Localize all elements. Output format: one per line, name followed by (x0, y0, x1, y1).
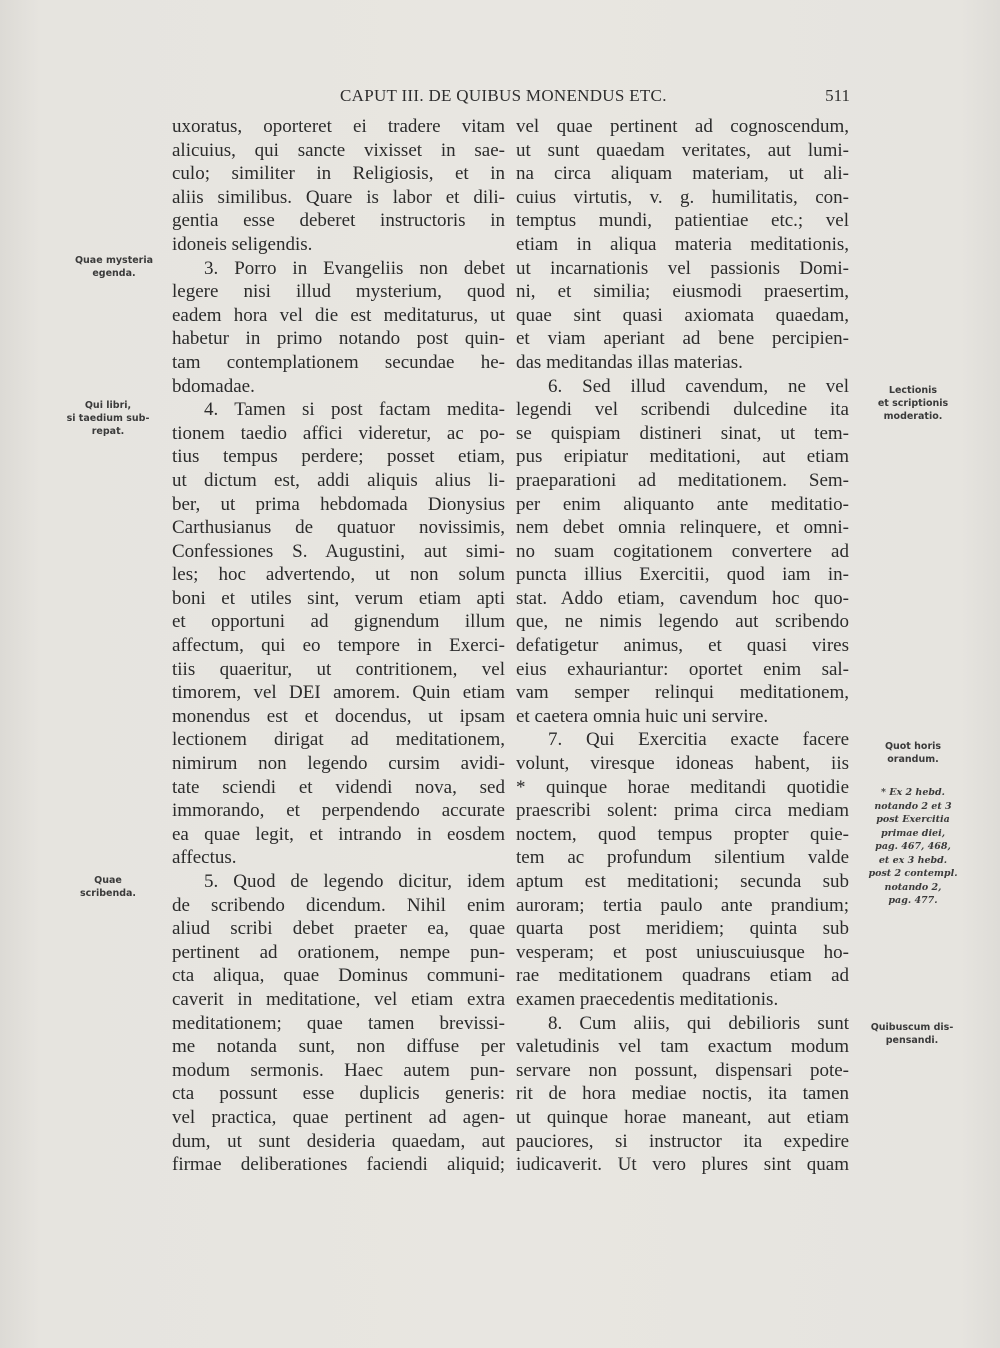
text-line: tem ac profundum silentium valde (516, 847, 849, 869)
margin-note-line: Lectionis (888, 385, 938, 396)
margin-note-reference (852, 786, 974, 908)
text-line: noctem, quod tempus propter quie- (516, 823, 849, 845)
text-line: tius tempus perdere; posset etiam, (172, 446, 505, 468)
text-line: Carthusianus de quatuor novissimis, (172, 517, 505, 539)
text-line: habetur in primo notando post quin- (172, 328, 505, 350)
text-line: caverit in meditatione, vel etiam extra (172, 988, 505, 1010)
margin-note-line: et ex 3 hebd. (878, 854, 948, 866)
margin-note-horis (858, 740, 968, 766)
text-line: tionem taedio affici videretur, ac po- (172, 422, 505, 444)
margin-note-line: repat. (91, 426, 125, 437)
text-line: cta possunt esse duplicis generis: (172, 1083, 505, 1105)
text-line: me notanda sunt, non diffuse per (172, 1036, 505, 1058)
margin-note-line: post 2 contempl. (868, 868, 958, 879)
text-line: 4. Tamen si post factam medita- (204, 399, 505, 421)
text-line: modum sermonis. Haec autem pun- (172, 1059, 505, 1081)
text-line: lectionem dirigat ad meditationem, (172, 729, 505, 751)
text-line: temptus mundi, patientiae etc.; vel (516, 210, 849, 232)
text-line: praescribi solent: prima circa mediam (516, 800, 849, 822)
text-line: immorando, et perpendendo accurate (172, 800, 505, 822)
margin-note-mysteria (64, 254, 164, 280)
margin-note-line: notando 2, (884, 881, 942, 893)
text-line: se quispiam distineri sinat, ut tem- (516, 422, 849, 444)
text-line: affectum, qui eo tempore in Exerci- (172, 635, 505, 657)
margin-note-line: notando 2 et 3 (874, 800, 952, 812)
text-line: et viam aperiant ad bene percipien- (516, 328, 849, 350)
text-line: 6. Sed illud cavendum, ne vel (548, 375, 849, 397)
text-line: et opportuni ad gignendum illum (172, 611, 505, 633)
text-line: rit de hora mediae noctis, ita tamen (516, 1083, 849, 1105)
text-line: vam semper relinqui meditationem, (516, 682, 849, 704)
text-line: 7. Qui Exercitia exacte facere (548, 729, 849, 751)
margin-note-line: pag. 477. (888, 895, 938, 906)
text-line: alicuius, qui sancte vixisset in sae- (172, 139, 505, 161)
text-line: que, ne nimis legendo aut scribendo (516, 611, 849, 633)
text-line: 3. Porro in Evangeliis non debet (204, 257, 505, 279)
running-title: CAPUT III. DE QUIBUS MONENDUS ETC. (340, 86, 667, 105)
text-line: ut dictum est, addi aliquis alius li- (172, 469, 505, 491)
text-line: nem debet omnia relinquere, et omni- (516, 517, 849, 539)
margin-note-line: Quae mysteria (74, 255, 154, 266)
text-line: de scribendo dicendum. Nihil enim (172, 894, 505, 916)
margin-note-line: * Ex 2 hebd. (881, 787, 945, 798)
margin-note-line: post Exercitia (876, 814, 950, 825)
text-line: quae sint quasi axiomata quaedam, (516, 304, 849, 326)
page-number: 511 (825, 86, 850, 105)
text-line: nimirum non legendo cursim avidi- (172, 753, 505, 775)
text-line: 8. Cum aliis, qui debilioris sunt (548, 1012, 849, 1034)
text-line: uxoratus, oporteret ei tradere vitam (172, 116, 505, 137)
text-line: ut incarnationis vel passionis Domi- (516, 257, 849, 279)
text-line: Confessiones S. Augustini, aut simi- (172, 540, 505, 562)
text-line: stat. Addo etiam, cavendum hoc quo- (516, 587, 849, 609)
text-line: culo; similiter in Religiosis, et in (172, 163, 505, 185)
text-line: 5. Quod de legendo dicitur, idem (204, 871, 505, 892)
page-header (172, 86, 850, 112)
text-line: pauciores, si instructor ita expedire (516, 1130, 849, 1152)
left-text-column (172, 115, 505, 1177)
margin-note-line: orandum. (887, 754, 939, 765)
text-line: ut sunt quaedam veritates, aut lumi- (516, 139, 849, 161)
text-line: puncta illius Exercitii, quod iam in- (516, 564, 849, 586)
margin-note-dispensandi (852, 1021, 972, 1047)
margin-note-line: Quot horis (884, 741, 942, 752)
text-line: aptum est meditationi; secunda sub (516, 871, 849, 892)
text-line: tam contemplationem secundae he- (172, 351, 505, 373)
text-line: valetudinis vel tam exactum modum (516, 1036, 849, 1058)
right-text-column (516, 115, 849, 1177)
margin-note-line: si taedium sub- (66, 413, 150, 424)
text-line: no suam cogitationem convertere ad (516, 540, 849, 562)
text-line: * quinque horae meditandi quotidie (516, 776, 849, 798)
text-line: les; hoc advertendo, ut non solum (172, 564, 505, 586)
text-line: etiam in aliqua materia meditationis, (516, 233, 849, 255)
text-line: eius exhauriantur: oportet enim sal- (516, 658, 849, 680)
margin-note-line: Quibuscum dis- (870, 1022, 954, 1033)
text-line: vel practica, quae pertinent ad agen- (172, 1106, 505, 1128)
text-line: pus eripiatur meditationi, aut etiam (516, 446, 849, 468)
text-line: per enim aliquanto ante meditatio- (516, 493, 849, 515)
margin-note-line: pag. 467, 468, (875, 841, 951, 852)
text-line: cta aliqua, quae Dominus communi- (172, 965, 505, 987)
margin-note-line: scribenda. (79, 888, 137, 899)
text-line: tate sciendi et videndi nova, sed (172, 776, 505, 798)
text-line: rae meditationem quadrans etiam ad (516, 965, 849, 987)
text-line: tiis quaeritur, ut contritionem, vel (172, 658, 505, 680)
text-line: idoneis seligendis. (172, 233, 313, 255)
text-line: aliud scribi debet praeter ea, quae (172, 918, 505, 940)
text-line: ut quinque horae maneant, aut etiam (516, 1106, 849, 1128)
margin-note-line: pensandi. (885, 1035, 939, 1046)
text-line: defatigetur animus, et quasi vires (516, 635, 849, 657)
text-line: et caetera omnia huic uni servire. (516, 705, 769, 727)
text-line: firmae deliberationes faciendi aliquid; (172, 1154, 505, 1176)
margin-note-line: primae diei, (880, 827, 946, 839)
text-line: aliis similibus. Quare is labor et dili- (172, 186, 505, 208)
text-line: legendi vel scribendi dulcedine ita (516, 399, 849, 421)
text-line: eadem hora vel die est meditaturus, ut (172, 304, 505, 326)
text-line: bdomadae. (172, 375, 255, 397)
text-line: vesperam; et post uniuscuiusque ho- (516, 941, 849, 963)
text-line: cuius virtutis, v. g. humilitatis, con- (516, 186, 849, 208)
text-line: servare non possunt, dispensari pote- (516, 1059, 849, 1081)
text-line: ber, ut prima hebdomada Dionysius (172, 493, 505, 515)
text-line: meditationem; quae tamen brevissi- (172, 1012, 505, 1034)
text-line: monendus est et docendus, ut ipsam (172, 705, 505, 727)
text-line: ea quae legit, et intrando in eosdem (172, 823, 505, 845)
text-line: das meditandas illas materias. (516, 351, 743, 373)
text-line: na circa aliquam materiam, ut ali- (516, 163, 849, 185)
text-line: boni et utiles sint, verum etiam apti (172, 587, 505, 609)
margin-note-line: et scriptionis (877, 398, 949, 409)
text-line: examen praecedentis meditationis. (516, 988, 779, 1010)
text-line: auroram; tertia paulo ante prandium; (516, 894, 849, 916)
text-line: legere nisi illud mysterium, quod (172, 281, 505, 303)
text-line: volunt, viresque idoneas habent, iis (516, 753, 849, 775)
text-line: affectus. (172, 847, 237, 869)
margin-note-libri (58, 399, 158, 438)
margin-note-line: Quae (94, 875, 122, 886)
text-line: gentia esse deberet instructoris in (172, 210, 505, 232)
text-line: iudicaverit. Ut vero plures sint quam (516, 1154, 849, 1176)
margin-note-line: egenda. (92, 268, 136, 279)
text-line: quarta post meridiem; quinta sub (516, 918, 849, 940)
text-line: timorem, vel DEI amorem. Quin etiam (172, 682, 505, 704)
margin-note-line: Qui libri, (84, 400, 132, 411)
text-line: dum, ut sunt desideria quaedam, aut (172, 1130, 505, 1152)
margin-note-scribenda (58, 874, 158, 900)
margin-note-lectionis (858, 384, 968, 423)
text-line: ni, et similia; eiusmodi praesertim, (516, 281, 849, 303)
margin-note-line: moderatio. (883, 411, 943, 422)
text-line: vel quae pertinent ad cognoscendum, (516, 116, 849, 137)
text-line: praeparationi ad meditationem. Sem- (516, 469, 849, 491)
text-line: pertinent ad orationem, nempe pun- (172, 941, 505, 963)
